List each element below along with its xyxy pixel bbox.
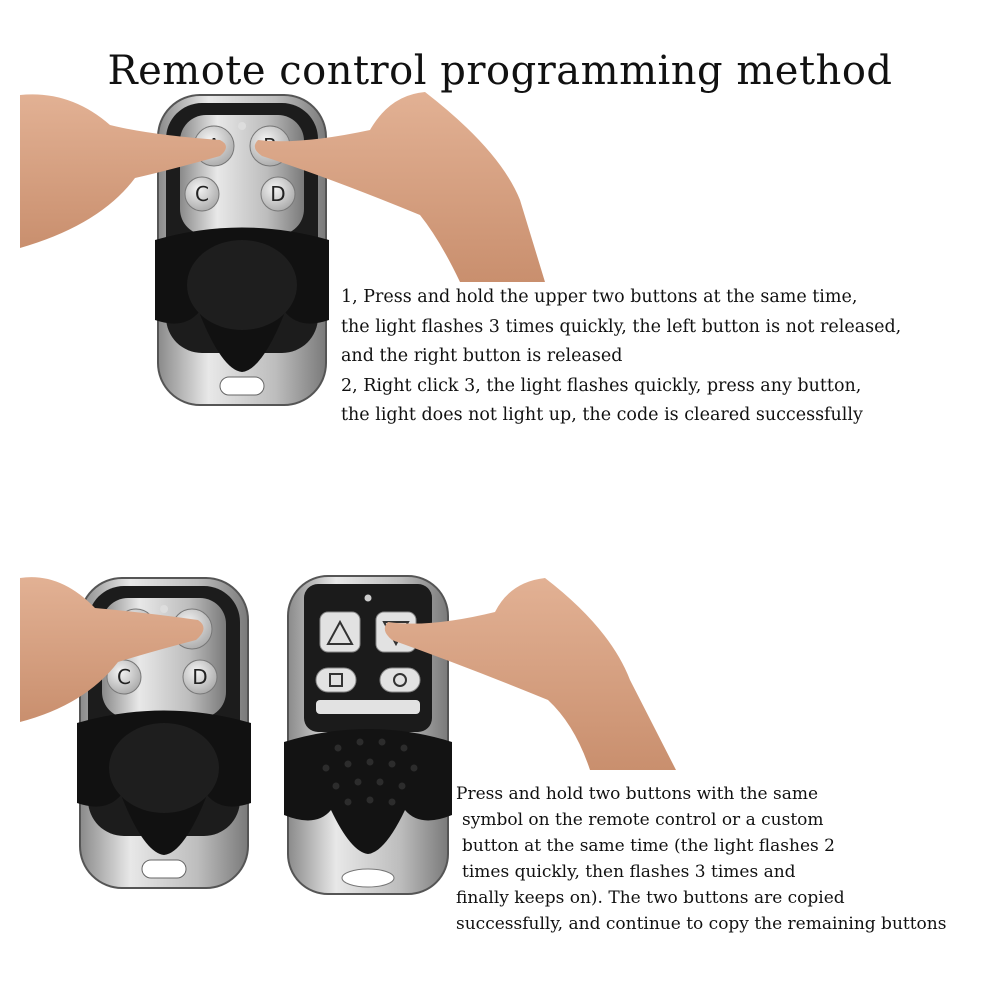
step2-instructions xyxy=(456,781,946,937)
step1-line: 1, Press and hold the upper two buttons at the same time, xyxy=(341,287,858,307)
step1-line: the light does not light up, the code is cleared successfully xyxy=(341,405,863,425)
button-d[interactable] xyxy=(261,177,295,211)
step1-line: and the right button is released xyxy=(341,346,623,366)
step2-line: Press and hold two buttons with the same xyxy=(456,784,819,804)
button-d-label: D xyxy=(192,665,208,689)
button-square[interactable] xyxy=(316,668,356,692)
button-d-label: D xyxy=(270,182,286,206)
button-c[interactable] xyxy=(185,177,219,211)
button-d[interactable] xyxy=(183,660,217,694)
page-title: Remote control programming method xyxy=(107,48,893,94)
button-up-triangle[interactable] xyxy=(320,612,360,652)
step2-line: button at the same time (the light flashes 2 xyxy=(462,836,835,856)
step1-line: the light flashes 3 times quickly, the left button is not released, xyxy=(341,316,902,337)
button-c-label: C xyxy=(195,182,209,206)
step1-line: 2, Right click 3, the light flashes quickly, press any button, xyxy=(341,375,862,396)
step2-line: finally keeps on). The two buttons are copied xyxy=(456,888,845,908)
step2-line: symbol on the remote control or a custom xyxy=(462,810,824,830)
step2-line: successfully, and continue to copy the remaining buttons xyxy=(456,914,947,934)
step1-instructions xyxy=(341,283,901,431)
step2-line: times quickly, then flashes 3 times and xyxy=(462,862,796,882)
button-circle[interactable] xyxy=(380,668,420,692)
button-c-label: C xyxy=(117,665,131,689)
